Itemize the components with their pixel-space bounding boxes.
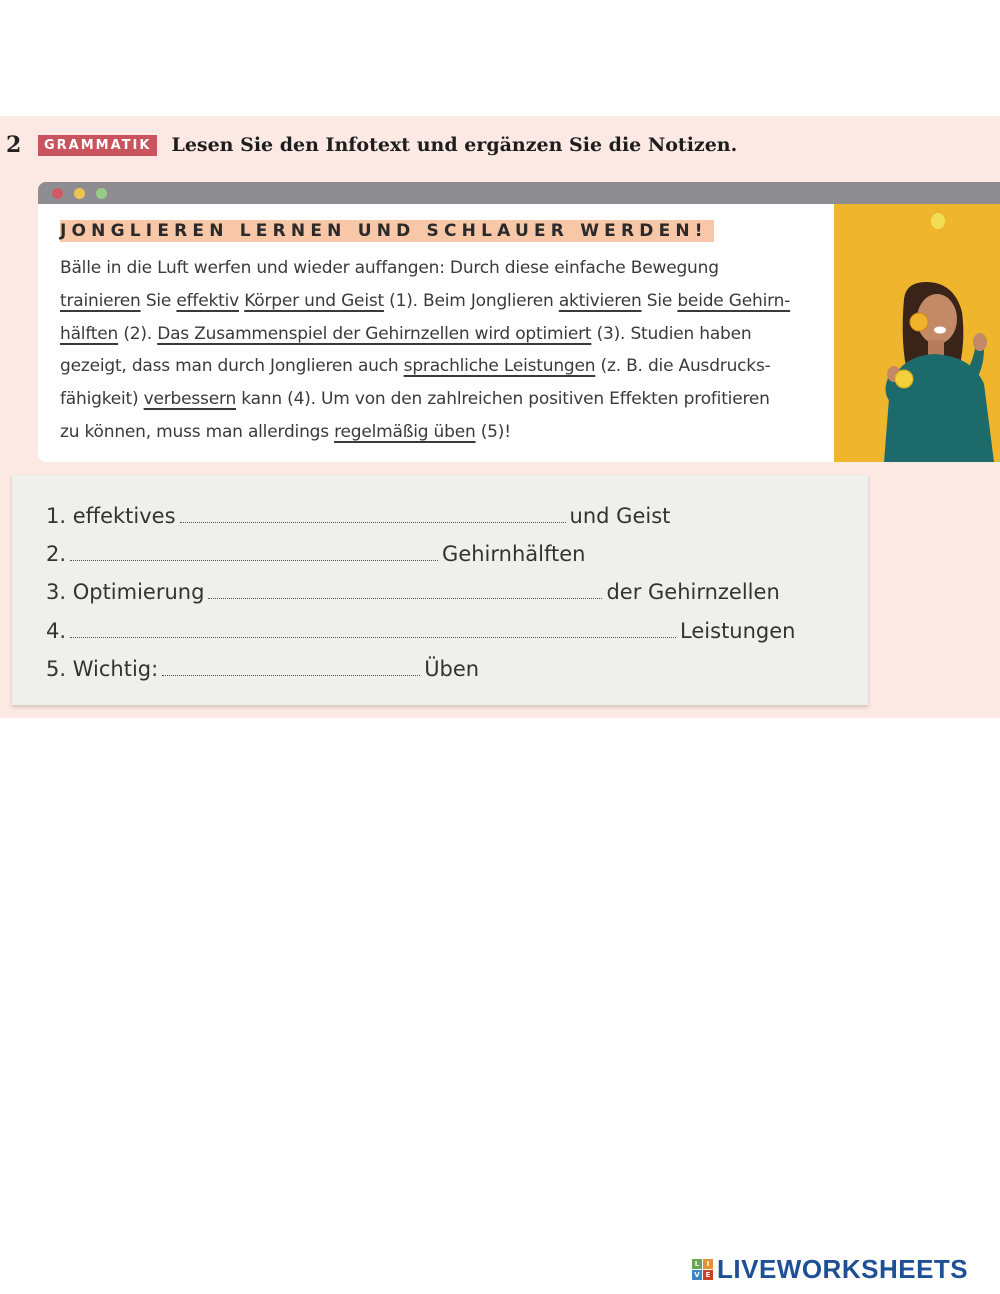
logo-letter: E xyxy=(703,1270,713,1280)
exercise-number: 2 xyxy=(6,132,22,158)
liveworksheets-logo[interactable] xyxy=(692,1254,968,1285)
close-dot-icon xyxy=(52,188,63,199)
infotext-line xyxy=(60,383,820,416)
note-suffix: der Gehirnzellen xyxy=(606,580,780,604)
underlined-phrase: hälften xyxy=(60,323,119,344)
text-segment: (3). Studien haben xyxy=(591,323,752,344)
underlined-phrase: verbessern xyxy=(143,389,237,410)
text-segment: fähigkeit) xyxy=(60,389,144,410)
logo-grid-icon xyxy=(692,1259,713,1280)
browser-title-bar xyxy=(38,182,1000,204)
maximize-dot-icon xyxy=(96,188,107,199)
answer-blank-4[interactable] xyxy=(70,617,676,638)
infotext-line xyxy=(60,285,820,318)
note-4 xyxy=(46,613,796,643)
browser-window xyxy=(38,182,1000,464)
underlined-phrase: regelmäßig üben xyxy=(334,421,476,442)
text-segment: (1). Beim Jonglieren xyxy=(383,290,559,311)
underlined-phrase: beide Gehirn- xyxy=(677,290,791,311)
note-2 xyxy=(46,536,585,566)
note-5 xyxy=(46,651,479,681)
underlined-phrase: effektiv xyxy=(176,290,239,311)
underlined-phrase: sprachliche Leistungen xyxy=(403,356,596,377)
note-prefix: 4. xyxy=(46,619,67,643)
juggling-woman-illustration xyxy=(834,204,1000,462)
text-segment: (5)! xyxy=(475,421,511,442)
infotext-line xyxy=(60,350,820,383)
infotext-panel xyxy=(38,204,834,462)
note-prefix: 1. effektives xyxy=(46,504,176,528)
note-prefix: 3. Optimierung xyxy=(46,580,205,604)
exercise-header xyxy=(6,130,737,160)
logo-text: LIVEWORKSHEETS xyxy=(717,1254,969,1284)
underlined-phrase: trainieren xyxy=(60,290,141,311)
infotext-title: JONGLIEREN LERNEN UND SCHLAUER WERDEN! xyxy=(60,220,714,242)
answer-blank-2[interactable] xyxy=(70,540,438,561)
text-segment: Sie xyxy=(140,290,177,311)
note-suffix: Leistungen xyxy=(680,619,796,643)
text-segment: kann (4). Um von den zahlreichen positiven Effekten profitieren xyxy=(236,389,770,410)
answer-blank-5[interactable] xyxy=(162,655,420,676)
note-prefix: 5. Wichtig: xyxy=(46,657,159,681)
minimize-dot-icon xyxy=(74,188,85,199)
underlined-phrase: Körper und Geist xyxy=(244,290,384,311)
note-suffix: Üben xyxy=(424,657,480,681)
answer-blank-1[interactable] xyxy=(180,502,566,523)
logo-letter: I xyxy=(703,1259,713,1269)
grammar-tag: GRAMMATIK xyxy=(38,135,157,156)
note-suffix: Gehirnhälften xyxy=(442,542,586,566)
underlined-phrase: aktivieren xyxy=(558,290,642,311)
infotext-line xyxy=(60,252,820,285)
text-segment: zu können, muss man allerdings xyxy=(60,421,335,442)
text-segment: Bälle in die Luft werfen und wieder auffangen: Durch diese einfache Bewegung xyxy=(60,258,719,278)
exercise-instruction: Lesen Sie den Infotext und ergänzen Sie die Notizen. xyxy=(171,134,738,156)
underlined-phrase: Das Zusammenspiel der Gehirnzellen wird optimiert xyxy=(157,323,592,344)
text-segment: (z. B. die Ausdrucks- xyxy=(595,356,771,377)
text-segment: Sie xyxy=(641,290,678,311)
text-segment: gezeigt, dass man durch Jonglieren auch xyxy=(60,356,404,377)
logo-letter: L xyxy=(692,1259,702,1269)
juggling-woman-photo xyxy=(834,204,1000,462)
infotext-body xyxy=(60,252,820,449)
text-segment: (2). xyxy=(118,323,158,344)
note-suffix: und Geist xyxy=(569,504,671,528)
note-1 xyxy=(46,498,670,528)
answer-blank-3[interactable] xyxy=(208,578,602,599)
infotext-line xyxy=(60,318,820,351)
logo-letter: V xyxy=(692,1270,702,1280)
note-prefix: 2. xyxy=(46,542,67,566)
infotext-line xyxy=(60,416,820,449)
note-3 xyxy=(46,574,780,604)
